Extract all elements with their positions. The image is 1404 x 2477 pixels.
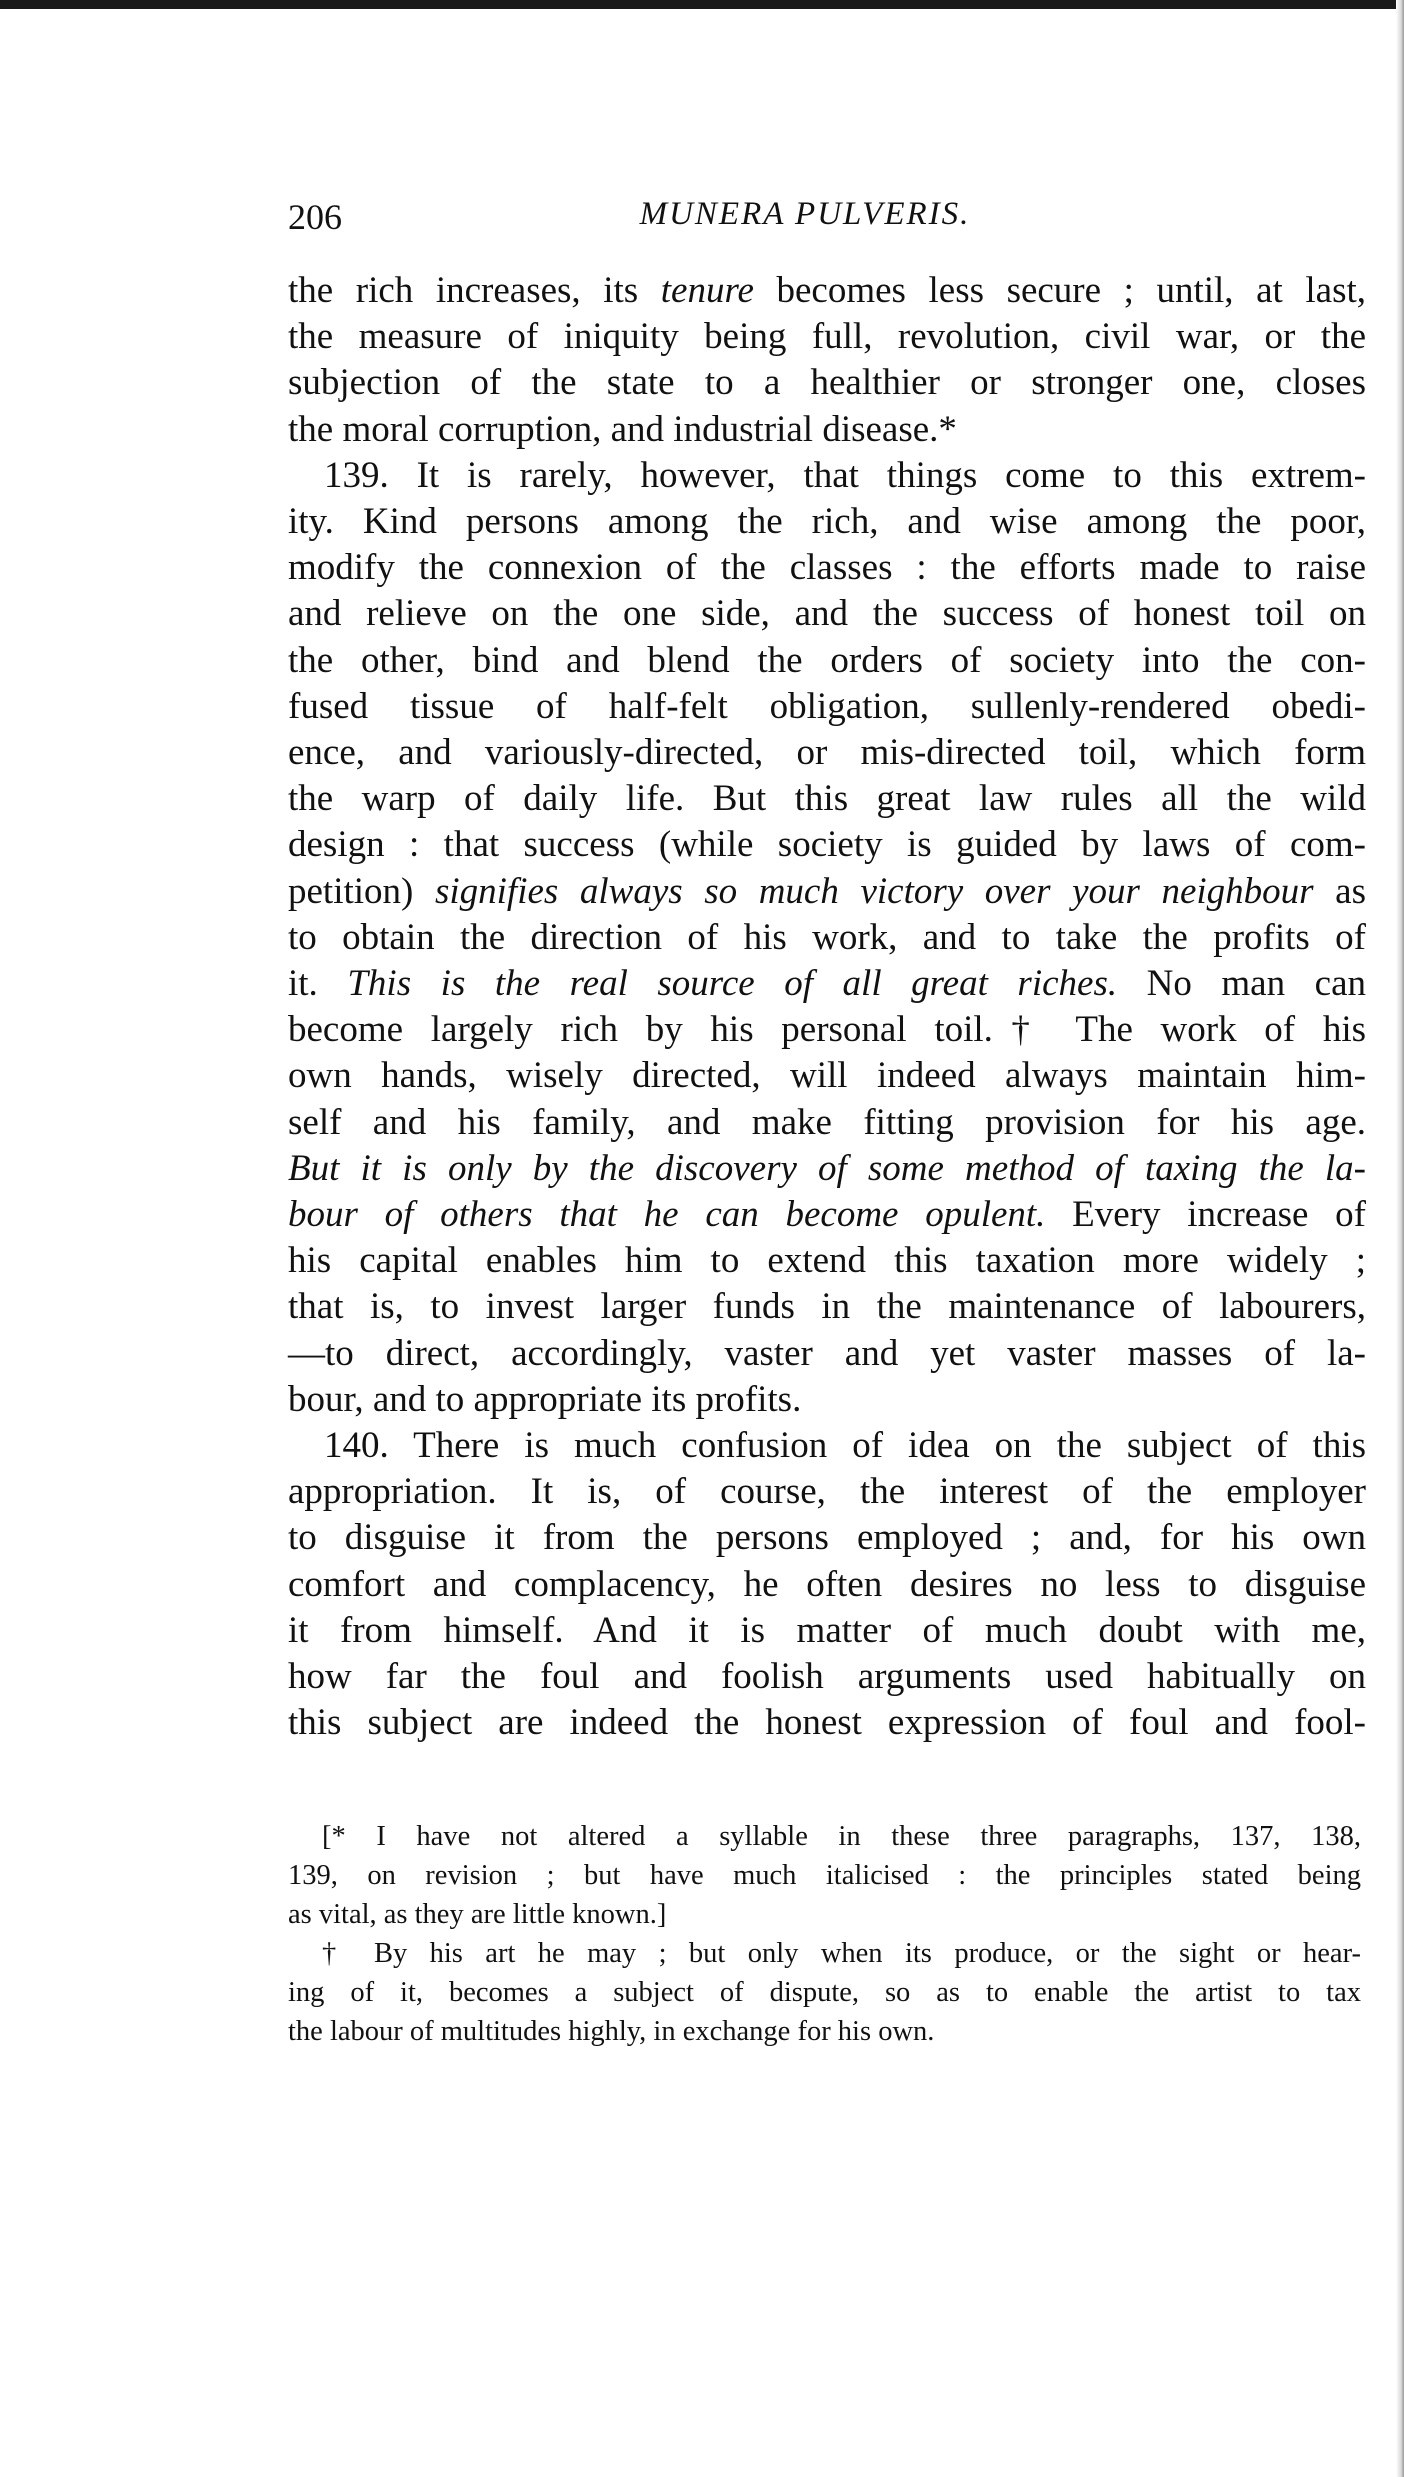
text-segment: it.: [288, 963, 348, 1005]
text-segment: —to direct, accordingly, vaster and yet vaster masses of la-: [288, 1332, 1366, 1374]
text-segment: fused tissue of half-felt obligation, sullenly-rendered obedi-: [288, 685, 1366, 727]
footnote-line: [288, 1973, 1361, 2012]
text-line: [288, 638, 1366, 684]
text-line: [288, 545, 1366, 591]
text-segment: No man can: [1117, 963, 1366, 1005]
footnote-line: [288, 1817, 1361, 1856]
italic-text: signifies always so much victory over your neighbour: [434, 870, 1314, 912]
text-segment: to disguise it from the persons employed ; and, for his own: [288, 1517, 1366, 1559]
text-segment: as: [1313, 870, 1366, 912]
text-segment: this subject are indeed the honest expression of foul and fool-: [288, 1702, 1366, 1744]
text-segment: 139. It is rarely, however, that things come to this extrem-: [324, 454, 1366, 496]
text-line: [288, 1654, 1366, 1700]
text-segment: self and his family, and make fitting provision for his age.: [288, 1101, 1366, 1143]
italic-text: But it is only by the discovery of some method of taxing the la-: [288, 1147, 1366, 1189]
text-segment: to obtain the direction of his work, and to take the profits of: [288, 916, 1366, 958]
text-segment: the rich increases, its: [288, 270, 661, 311]
footnote-line: [288, 1856, 1361, 1895]
text-line: [288, 822, 1366, 868]
text-segment: bour, and to appropriate its profits.: [288, 1378, 802, 1420]
text-line: [288, 314, 1366, 360]
scan-page-edge: [1396, 0, 1404, 2477]
text-segment: how far the foul and foolish arguments used habitually on: [288, 1656, 1366, 1698]
text-line: [288, 1608, 1366, 1654]
text-segment: becomes less secure ; until, at last,: [753, 270, 1367, 311]
page-number: 206: [288, 197, 342, 237]
text-line: [288, 453, 1366, 499]
text-segment: ence, and variously-directed, or mis-directed toil, which form: [288, 732, 1366, 774]
text-line: [288, 1515, 1366, 1561]
text-segment: ing of it, becomes a subject of dispute, so as to enable the artist to tax: [288, 1977, 1361, 2008]
text-line: [288, 1146, 1366, 1192]
text-line: [288, 591, 1366, 637]
text-segment: that is, to invest larger funds in the maintenance of labourers,: [288, 1286, 1366, 1328]
text-segment: appropriation. It is, of course, the interest of the employer: [288, 1471, 1366, 1513]
text-line: [288, 1007, 1366, 1053]
text-segment: subjection of the state to a healthier or stronger one, closes: [288, 362, 1366, 404]
body-text: [288, 268, 1366, 1747]
text-segment: own hands, wisely directed, will indeed always maintain him-: [288, 1055, 1366, 1097]
text-line: [288, 499, 1366, 545]
text-line: [288, 407, 1366, 453]
text-segment: [* I have not altered a syllable in these three paragraphs, 137, 138,: [322, 1821, 1361, 1852]
text-line: [288, 1469, 1366, 1515]
text-segment: the labour of multitudes highly, in exchange for his own.: [288, 2016, 935, 2047]
text-segment: the measure of iniquity being full, revolution, civil war, or the: [288, 316, 1366, 358]
text-segment: design : that success (while society is guided by laws of com-: [288, 824, 1366, 866]
text-segment: and relieve on the one side, and the success of honest toil on: [288, 593, 1366, 635]
text-line: [288, 915, 1366, 961]
italic-text: bour of others that he can become opulent.: [288, 1194, 1046, 1236]
text-line: [288, 360, 1366, 406]
text-segment: it from himself. And it is matter of much doubt with me,: [288, 1609, 1366, 1651]
footnote-line: [288, 1934, 1361, 1973]
text-line: [288, 1700, 1366, 1746]
text-segment: the other, bind and blend the orders of society into the con-: [288, 639, 1366, 681]
text-line: [288, 1100, 1366, 1146]
text-line: [288, 1192, 1366, 1238]
text-line: [288, 684, 1366, 730]
text-segment: 139, on revision ; but have much italicised : the principles stated being: [288, 1860, 1361, 1891]
text-segment: † By his art he may ; but only when its produce, or the sight or hear-: [322, 1938, 1361, 1969]
text-line: [288, 1423, 1366, 1469]
footnote-line: [288, 1895, 1361, 1934]
text-segment: modify the connexion of the classes : the efforts made to raise: [288, 547, 1366, 589]
text-line: [288, 730, 1366, 776]
text-line: [288, 1238, 1366, 1284]
text-segment: the moral corruption, and industrial disease.*: [288, 408, 957, 450]
italic-text: This is the real source of all great riches.: [347, 963, 1118, 1005]
italic-text: tenure: [660, 270, 754, 311]
footnotes: [288, 1817, 1361, 2051]
text-line: [288, 1562, 1366, 1608]
text-line: [288, 1331, 1366, 1377]
text-line: [288, 1053, 1366, 1099]
text-segment: 140. There is much confusion of idea on the subject of this: [324, 1425, 1366, 1467]
text-line: [288, 776, 1366, 822]
text-segment: the warp of daily life. But this great law rules all the wild: [288, 778, 1366, 820]
text-line: [288, 268, 1366, 314]
text-segment: become largely rich by his personal toil.† The work of his: [288, 1009, 1366, 1051]
running-title: MUNERA PULVERIS.: [639, 196, 971, 232]
text-segment: Every increase of: [1045, 1194, 1366, 1236]
text-segment: petition): [288, 870, 435, 912]
text-segment: ity. Kind persons among the rich, and wise among the poor,: [288, 501, 1366, 543]
scan-top-edge: [0, 0, 1404, 9]
text-line: [288, 869, 1366, 915]
text-segment: his capital enables him to extend this taxation more widely ;: [288, 1240, 1366, 1282]
text-line: [288, 1377, 1366, 1423]
text-segment: comfort and complacency, he often desires no less to disguise: [288, 1563, 1366, 1605]
footnote-line: [288, 2012, 1361, 2051]
text-line: [288, 1284, 1366, 1330]
text-line: [288, 961, 1366, 1007]
text-segment: as vital, as they are little known.]: [288, 1899, 667, 1930]
